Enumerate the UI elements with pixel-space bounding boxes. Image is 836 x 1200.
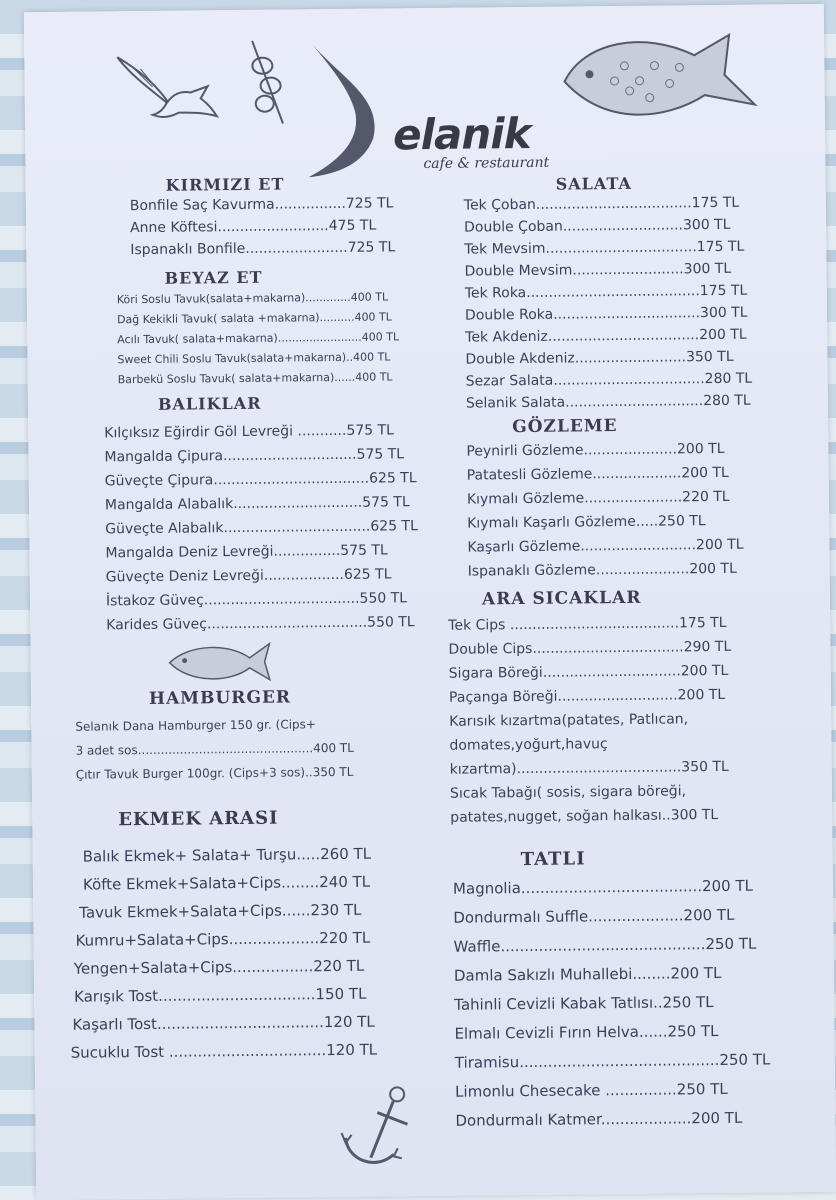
- section-title-baliklar: BALIKLAR: [157, 393, 262, 414]
- menu-item: Dondurmalı Suffle....................200 TL: [453, 905, 735, 927]
- menu-item: Tiramisu..........................................250 TL: [454, 1050, 771, 1072]
- menu-item: Sıcak Tabağı( sosis, sigara böreği,: [449, 783, 687, 802]
- menu-item: Ispanaklı Bonfile.......................725 TL: [130, 239, 396, 259]
- menu-item: Yengen+Salata+Cips.................220 TL: [73, 956, 365, 978]
- menu-item: Kaşarlı Tost...................................120 TL: [72, 1012, 375, 1034]
- menu-item: Peynirli Gözleme.....................200 TL: [466, 440, 725, 460]
- section-title-gozleme: GÖZLEME: [512, 416, 618, 438]
- section-title-kirmizi-et: KIRMIZI ET: [165, 174, 285, 195]
- menu-item: Güveçte Deniz Levreği..................625 TL: [105, 566, 392, 586]
- menu-item: Sezar Salata..................................280 TL: [465, 370, 753, 390]
- menu-item: Tek Roka.......................................175 TL: [464, 282, 748, 302]
- brand-tagline: cafe & restaurant: [423, 154, 550, 173]
- menu-item: Double Roka.................................300 TL: [464, 304, 748, 324]
- menu-item: Waffle...........................................250 TL: [453, 934, 757, 956]
- menu-item: Paçanga Böreği...........................200 TL: [448, 686, 726, 706]
- menu-item: Sweet Chili Soslu Tavuk(salata+makarna)..400 TL: [117, 350, 391, 367]
- menu-item: Dağ Kekikli Tavuk( salata +makarna)..........400 TL: [116, 310, 392, 327]
- menu-item: Double Mevsim.........................300 TL: [464, 260, 732, 280]
- menu-item: domates,yoğurt,havuç: [449, 736, 608, 754]
- menu-item: Damla Sakızlı Muhallebi........200 TL: [453, 963, 722, 985]
- menu-item: Çıtır Tavuk Burger 100gr. (Cips+3 sos)..350 TL: [75, 764, 354, 782]
- menu-item: Selanik Salata...............................280 TL: [465, 392, 751, 412]
- menu-item: Mangalda Deniz Levreği...............575 TL: [105, 542, 388, 562]
- brand-name: elanik: [392, 108, 531, 160]
- menu-item: Patatesli Gözleme....................200 TL: [466, 464, 729, 484]
- section-title-ekmek-arasi: EKMEK ARASI: [118, 807, 279, 831]
- menu-item: patates,nugget, soğan halkası..300 TL: [450, 806, 719, 826]
- menu-item: Güveçte Alabalık.................................625 TL: [105, 518, 418, 538]
- menu-item: Tahinli Cevizli Kabak Tatlısı..250 TL: [454, 993, 714, 1014]
- small-fish-icon: [164, 638, 274, 687]
- menu-sheet: [24, 4, 836, 1200]
- menu-item: Acılı Tavuk( salata+makarna)........................400 TL: [117, 330, 400, 347]
- menu-item: İstakoz Güveç...................................550 TL: [105, 590, 408, 610]
- menu-item: Kaşarlı Gözleme..........................200 TL: [467, 536, 744, 556]
- section-title-salata: SALATA: [555, 173, 632, 194]
- section-title-tatli: TATLI: [520, 848, 586, 871]
- menu-item: Selanık Dana Hamburger 150 gr. (Cips+: [75, 717, 316, 734]
- menu-item: Elmalı Cevizli Fırın Helva......250 TL: [454, 1022, 719, 1043]
- brand-logo: [282, 36, 583, 179]
- menu-item: Kıymalı Gözleme......................220 TL: [466, 488, 730, 508]
- menu-item: Magnolia......................................200 TL: [452, 876, 754, 898]
- menu-item: Double Akdeniz.........................350 TL: [465, 348, 734, 368]
- menu-item: Köfte Ekmek+Salata+Cips........240 TL: [82, 872, 371, 894]
- menu-item: Tek Çoban...................................175 TL: [463, 194, 740, 214]
- menu-item: Karides Güveç....................................550 TL: [106, 614, 415, 634]
- swallow-icon: [112, 46, 223, 127]
- menu-item: kızartma).....................................350 TL: [449, 758, 729, 778]
- menu-item: Tavuk Ekmek+Salata+Cips......230 TL: [79, 900, 362, 922]
- section-title-hamburger: HAMBURGER: [148, 687, 292, 709]
- menu-item: Tek Mevsim..................................175 TL: [464, 238, 745, 258]
- menu-item: Güveçte Çipura...................................625 TL: [104, 470, 417, 490]
- menu-item: Kılçıksız Eğirdir Göl Levreği ...........575 TL: [104, 422, 395, 442]
- parrotfish-icon: [554, 24, 765, 131]
- menu-item: Karışık Tost.................................150 TL: [74, 984, 367, 1006]
- section-title-ara-sicaklar: ARA SICAKLAR: [481, 587, 642, 610]
- menu-item: Köri Soslu Tavuk(salata+makarna).............400 TL: [116, 290, 389, 307]
- menu-item: 3 adet sos..............................................400 TL: [75, 740, 354, 758]
- menu-item: Anne Köftesi.........................475 TL: [129, 217, 377, 237]
- menu-item: Bonfile Saç Kavurma................725 TL: [129, 195, 394, 215]
- menu-item: Double Çoban...........................300 TL: [463, 216, 731, 236]
- menu-item: Ispanaklı Gözleme.....................200 TL: [467, 560, 737, 580]
- menu-item: Limonlu Chesecake ...............250 TL: [455, 1079, 728, 1101]
- menu-item: Kumru+Salata+Cips...................220 TL: [75, 928, 371, 950]
- menu-item: Dondurmalı Katmer...................200 TL: [455, 1108, 743, 1130]
- menu-item: Tek Cips ......................................175 TL: [448, 614, 727, 634]
- menu-item: Mangalda Çipura..............................575 TL: [104, 446, 405, 466]
- menu-item: Sigara Böreği...............................200 TL: [448, 662, 729, 682]
- menu-item: Sucuklu Tost .................................120 TL: [70, 1040, 378, 1062]
- menu-item: Barbekü Soslu Tavuk( salata+makarna)......400 TL: [117, 370, 393, 387]
- section-title-beyaz-et: BEYAZ ET: [164, 267, 263, 288]
- anchor-icon: [335, 1082, 426, 1173]
- menu-item: Mangalda Alabalık.............................575 TL: [104, 494, 410, 514]
- menu-item: Double Cips..................................290 TL: [448, 638, 732, 658]
- menu-item: Balık Ekmek+ Salata+ Turşu.....260 TL: [82, 844, 372, 866]
- menu-item: Karısık kızartma(patates, Patlıcan,: [449, 711, 689, 730]
- menu-item: Kıymalı Kaşarlı Gözleme.....250 TL: [467, 513, 706, 532]
- menu-item: Tek Akdeniz..................................200 TL: [465, 326, 747, 346]
